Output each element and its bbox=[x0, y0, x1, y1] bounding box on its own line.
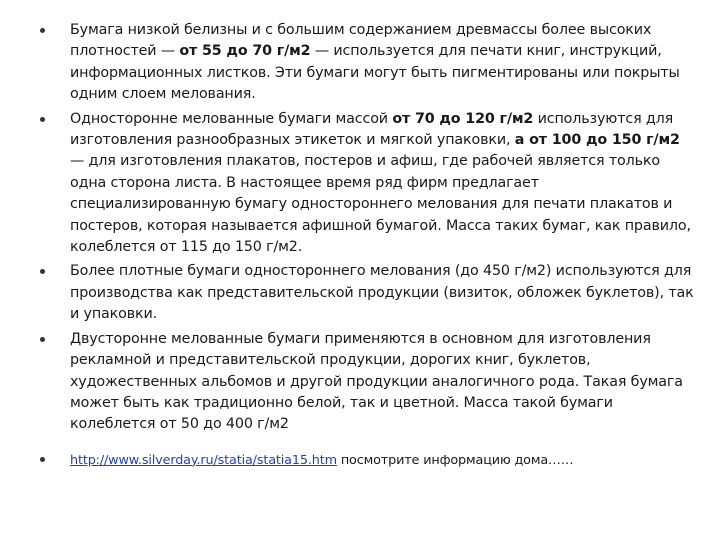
bullet-item-link bbox=[40, 450, 696, 471]
bullet-dot-icon bbox=[40, 269, 45, 274]
bullet-dot-icon bbox=[40, 117, 45, 122]
bullet-text: Односторонне мелованные бумаги массой от 70 до 120 г/м2 используются для изготовления разнообразных этикеток и мягкой упаковки, а от 100 до 150 г/м2 — для изготовления плакатов, постеров и афиш, где рабочей является только одна сторона листа. В настоящее время ряд фирм предлагает специализированную бумагу одностороннего мелования для печати плакатов и постеров, которая называется афишной бумагой. Масса таких бумаг, как правило, колеблется от 115 до 150 г/м2. bbox=[70, 110, 691, 256]
bullet-list bbox=[40, 20, 696, 471]
bullet-text: Бумага низкой белизны и с большим содержанием древмассы более высоких плотностей — от 55 до 70 г/м2 — используется для печати книг, инструкций, информационных листков. Эти бумаги могут быть пигментированы или покрыты одним слоем мелования. bbox=[70, 22, 680, 103]
bullet-item-1 bbox=[40, 20, 696, 106]
bullet-dot-icon bbox=[40, 337, 45, 342]
silverday-link[interactable]: http://www.silverday.ru/statia/statia15.htm bbox=[70, 452, 337, 468]
bullet-item-4 bbox=[40, 329, 696, 436]
bullet-item-2 bbox=[40, 109, 696, 259]
bullet-text: Двусторонне мелованные бумаги применяются в основном для изготовления рекламной и представительской продукции, дорогих книг, буклетов, художественных альбомов и другой продукции аналогичного рода. Такая бумага может быть как традиционно белой, так и цветной. Масса такой бумаги колеблется от 50 до 400 г/м2 bbox=[70, 330, 683, 433]
bullet-text: Более плотные бумаги одностороннего мелования (до 450 г/м2) используются для производства как представительской продукции (визиток, обложек буклетов), так и упаковки. bbox=[70, 263, 694, 323]
link-note: посмотрите информацию дома…… bbox=[336, 452, 574, 468]
bullet-dot-icon bbox=[40, 28, 45, 33]
bullet-dot-icon bbox=[40, 457, 45, 462]
bullet-item-3 bbox=[40, 261, 696, 325]
